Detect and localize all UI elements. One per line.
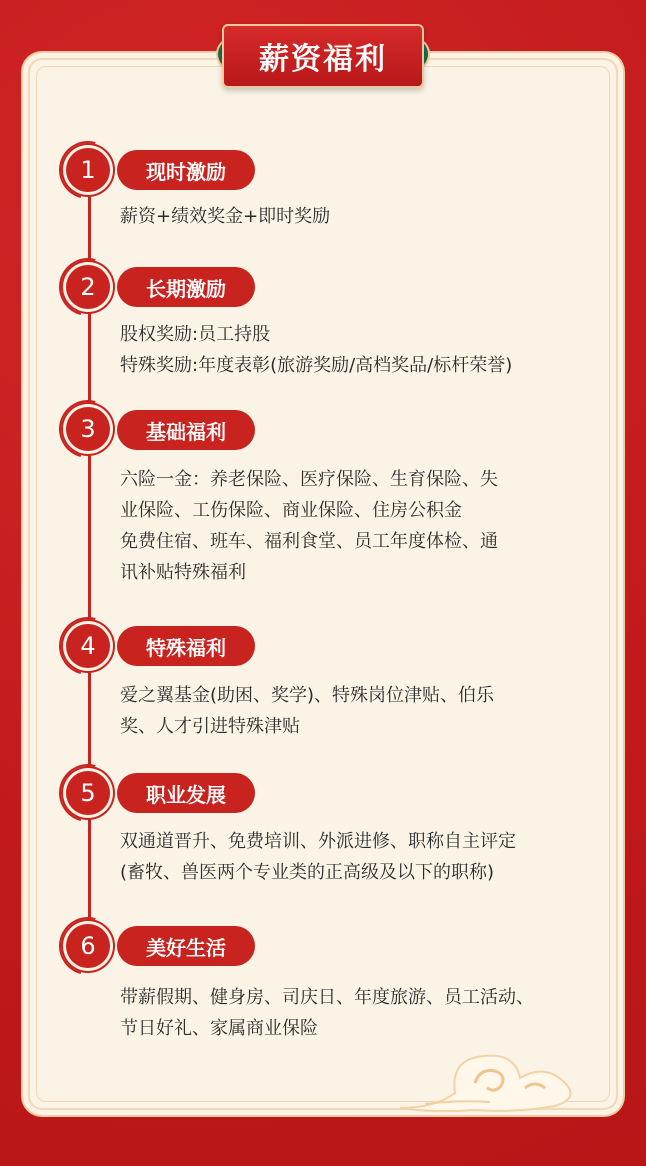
auspicious-cloud-icon — [395, 1038, 585, 1118]
section-title: 职业发展 — [117, 773, 255, 813]
section-title: 基础福利 — [117, 410, 255, 450]
page-title: 薪资福利 — [259, 42, 387, 77]
section-text: 六险一金：养老保险、医疗保险、生育保险、失 业保险、工伤保险、商业保险、住房公积金 免费住宿、班车、福利食堂、员工年度体检、通 讯补贴特殊福利 — [120, 469, 498, 583]
title-banner — [222, 24, 424, 88]
section-text: 双通道晋升、免费培训、外派进修、职称自主评定 (畜牧、兽医两个专业类的正高级及以下的职称) — [120, 831, 516, 883]
section-number: 5 — [66, 771, 110, 815]
section-title: 现时激励 — [117, 150, 255, 190]
section-number: 4 — [66, 624, 110, 668]
section-number: 6 — [66, 924, 110, 968]
section-number: 3 — [66, 407, 110, 451]
section-text: 带薪假期、健身房、司庆日、年度旅游、员工活动、 节日好礼、家属商业保险 — [120, 987, 534, 1039]
section-text: 爱之翼基金(助困、奖学)、特殊岗位津贴、伯乐 奖、人才引进特殊津贴 — [120, 685, 495, 737]
section-title: 美好生活 — [117, 926, 255, 966]
section-title: 长期激励 — [117, 267, 255, 307]
section-number: 2 — [66, 265, 110, 309]
section-title: 特殊福利 — [117, 626, 255, 666]
section-text: 薪资+绩效奖金+即时奖励 — [120, 206, 331, 227]
section-text: 股权奖励:员工持股 特殊奖励:年度表彰(旅游奖励/高档奖品/标杆荣誉) — [120, 324, 513, 376]
section-number: 1 — [66, 148, 110, 192]
